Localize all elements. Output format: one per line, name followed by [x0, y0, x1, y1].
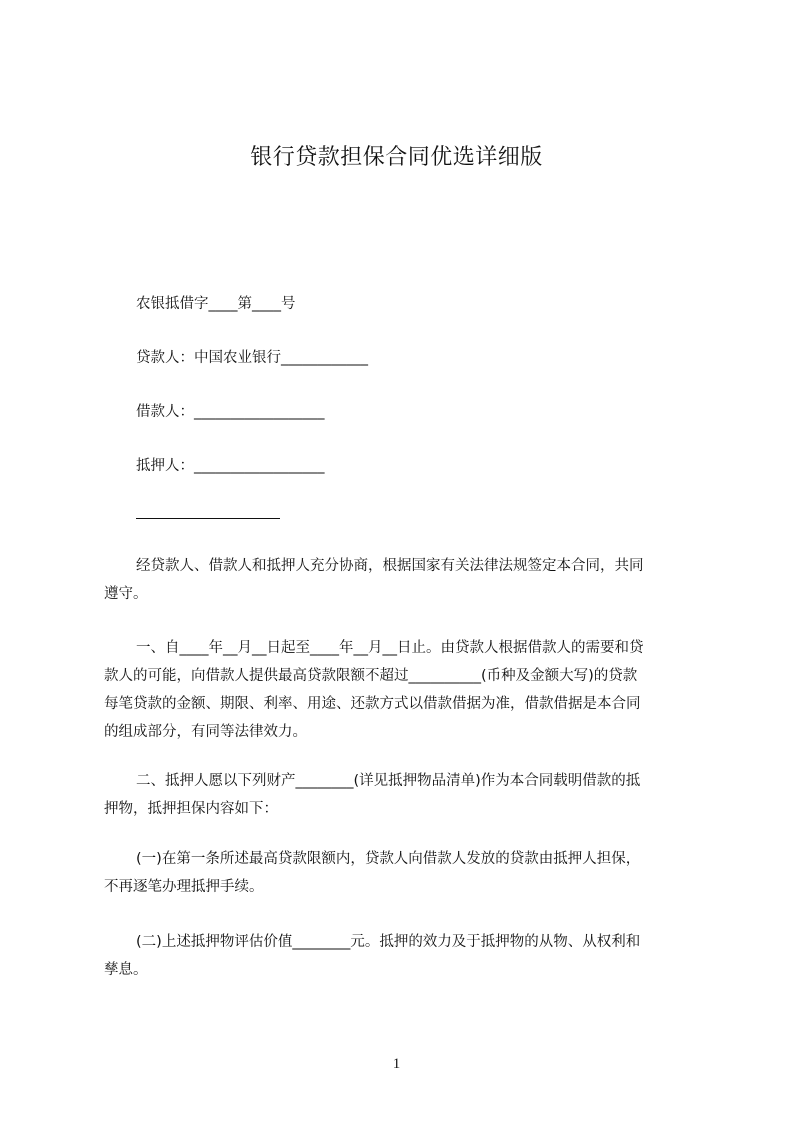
paragraph-line: 每笔贷款的金额、期限、利率、用途、还款方式以借款借据为准，借款借据是本合同	[104, 696, 641, 712]
paragraph-preamble	[104, 552, 704, 608]
paragraph-line: 孳息。	[104, 962, 148, 978]
paragraph-line: 遵守。	[104, 586, 148, 602]
page-number: 1	[392, 1056, 401, 1072]
paragraph-line: 一、自____年__月__日起至____年__月__日止。由贷款人根据借款人的需要和贷	[136, 640, 644, 656]
paragraph-line: 款人的可能，向借款人提供最高贷款限额不超过__________(币种及金额大写)的贷款	[104, 668, 638, 684]
borrower-line: 借款人：__________________	[136, 404, 325, 420]
document-title: 银行贷款担保合同优选详细版	[250, 145, 543, 170]
paragraph-clause-2-1	[104, 845, 704, 901]
paragraph-line: 经贷款人、借款人和抵押人充分协商，根据国家有关法律法规签定本合同，共同	[136, 558, 644, 574]
paragraph-line: 押物，抵押担保内容如下：	[104, 801, 278, 817]
paragraph-clause-1	[104, 634, 704, 746]
contract-number-line: 农银抵借字____第____号	[136, 296, 296, 312]
paragraph-clause-2	[104, 767, 704, 823]
paragraph-line: 的组成部分，有同等法律效力。	[104, 724, 307, 740]
paragraph-line: (二)上述抵押物评估价值________元。抵押的效力及于抵押物的从物、从权利和	[136, 934, 641, 950]
paragraph-line: 不再逐笔办理抵押手续。	[104, 879, 264, 895]
paragraph-line: 二、抵押人愿以下列财产________(详见抵押物品清单)作为本合同载明借款的抵	[136, 773, 641, 789]
signature-blank-line	[136, 518, 280, 519]
paragraph-clause-2-2	[104, 928, 704, 984]
paragraph-line: (一)在第一条所述最高贷款限额内，贷款人向借款人发放的贷款由抵押人担保，	[136, 851, 641, 867]
mortgagor-line: 抵押人：__________________	[136, 458, 325, 474]
lender-line: 贷款人：中国农业银行____________	[136, 350, 368, 366]
